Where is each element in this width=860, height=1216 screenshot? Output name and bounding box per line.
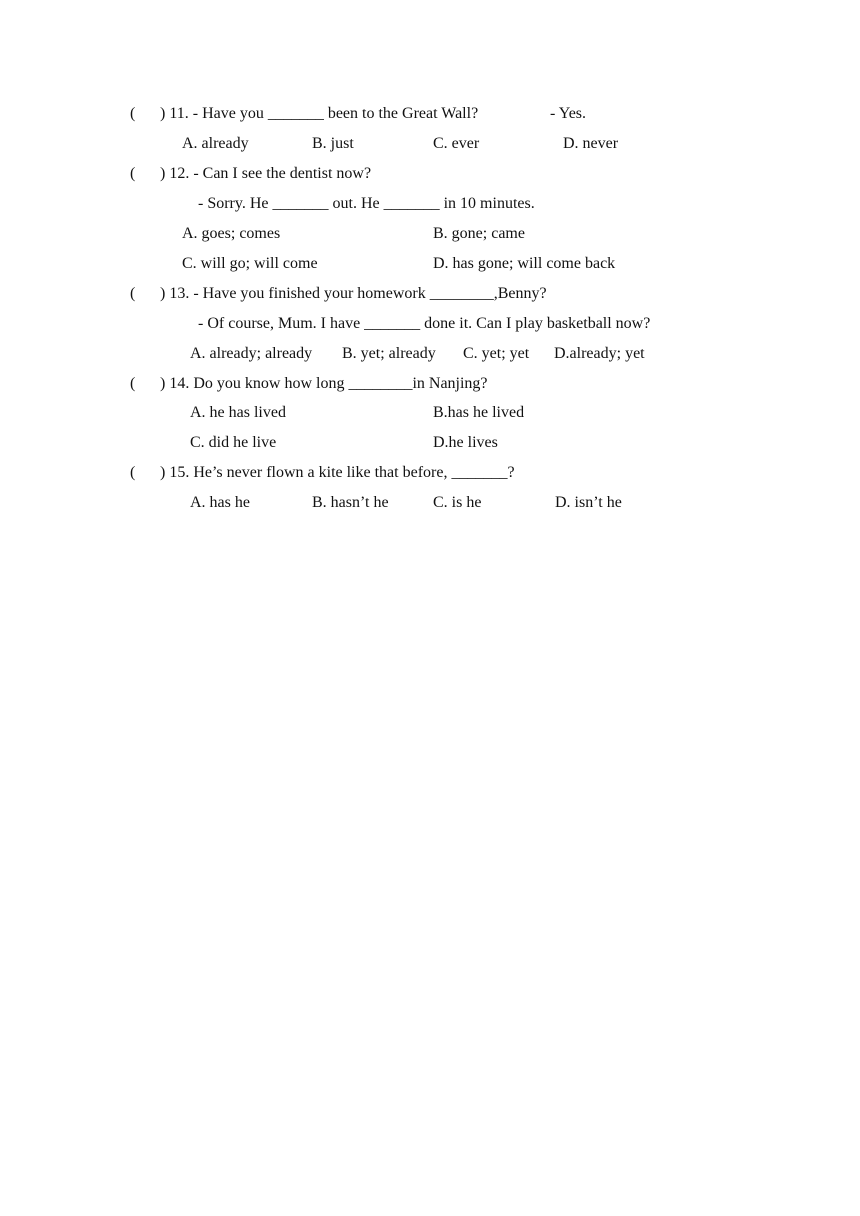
option-d: D. has gone; will come back <box>433 255 616 272</box>
option-a: A. has he <box>190 494 250 511</box>
option-b: B. just <box>312 135 354 152</box>
question-continuation: - Of course, Mum. I have _______ done it. Can I play basketball now? <box>198 315 651 332</box>
option-b: B.has he lived <box>433 404 525 421</box>
option-d: D. never <box>563 135 619 152</box>
question-stem: ) 13. - Have you finished your homework ________,Benny? <box>160 285 547 302</box>
question-reply: - Yes. <box>550 105 587 122</box>
option-c: C. ever <box>433 135 480 152</box>
option-b: B. gone; came <box>433 225 525 242</box>
option-a: A. he has lived <box>190 404 286 421</box>
option-d: D. isn’t he <box>555 494 622 511</box>
option-c: C. did he live <box>190 434 277 451</box>
option-c: C. is he <box>433 494 482 511</box>
option-d: D.already; yet <box>554 345 645 362</box>
option-a: A. already <box>182 135 249 152</box>
option-b: B. yet; already <box>342 345 436 362</box>
question-continuation: - Sorry. He _______ out. He _______ in 10 minutes. <box>198 195 535 212</box>
question-stem: ) 12. - Can I see the dentist now? <box>160 165 372 182</box>
option-b: B. hasn’t he <box>312 494 389 511</box>
option-c: C. yet; yet <box>463 345 530 362</box>
option-c: C. will go; will come <box>182 255 318 272</box>
option-a: A. goes; comes <box>182 225 281 242</box>
question-stem: ) 15. He’s never flown a kite like that before, _______? <box>160 464 515 481</box>
option-d: D.he lives <box>433 434 498 451</box>
question-stem: ) 11. - Have you _______ been to the Great Wall? <box>160 105 479 122</box>
answer-paren: ( <box>130 105 136 122</box>
option-a: A. already; already <box>190 345 313 362</box>
answer-paren: ( <box>130 285 136 302</box>
question-stem: ) 14. Do you know how long ________in Nanjing? <box>160 375 488 392</box>
answer-paren: ( <box>130 165 136 182</box>
answer-paren: ( <box>130 375 136 392</box>
answer-paren: ( <box>130 464 136 481</box>
